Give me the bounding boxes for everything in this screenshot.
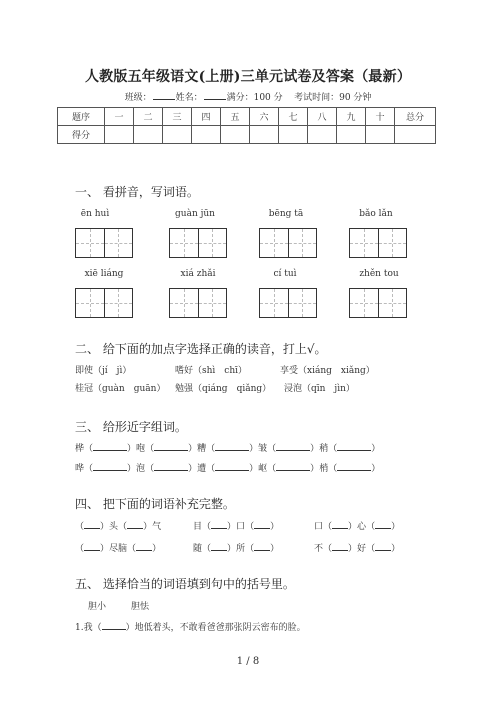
header-cell: 十 [366, 108, 395, 126]
reading-choice: 浸泡（qīn jìn） [284, 384, 355, 394]
answer-blank[interactable] [84, 519, 100, 529]
answer-blank[interactable] [154, 461, 188, 471]
page-title: 人教版五年级语文(上册)三单元试卷及答案（最新） [84, 69, 412, 85]
writing-grid[interactable] [259, 228, 317, 258]
score-table-header [58, 108, 436, 126]
writing-grid[interactable] [75, 228, 133, 258]
pinyin-label: zhěn tou [359, 269, 399, 279]
answer-blank[interactable] [211, 541, 227, 551]
score-table [57, 107, 436, 144]
score-cell[interactable] [366, 126, 395, 144]
answer-blank[interactable] [154, 441, 188, 451]
full-score: 满分：100 分 [226, 93, 283, 103]
section-5-title: 五、 选择恰当的词语填到句中的括号里。 [75, 577, 295, 591]
score-cell[interactable] [337, 126, 366, 144]
idiom-fill: 不（ ）好（ ） [314, 541, 400, 554]
word-group-line: 桦（ ）咆（ ）糟（ ）皱（ ）稍（ ） [75, 441, 380, 454]
header-cell: 三 [163, 108, 192, 126]
idiom-fill: 随（ ）所（ ） [193, 541, 279, 554]
writing-grid[interactable] [349, 288, 407, 318]
header-cell: 四 [192, 108, 221, 126]
score-cell[interactable] [221, 126, 250, 144]
reading-choice: 嗜好（shì chī） [175, 366, 248, 376]
writing-grid[interactable] [259, 288, 317, 318]
word-group-line: 哗（ ）泡（ ）遭（ ）岖（ ）梢（ ） [75, 461, 380, 474]
score-cell[interactable] [192, 126, 221, 144]
page-number: 1 / 8 [236, 656, 260, 667]
header-cell: 一 [105, 108, 134, 126]
answer-blank[interactable] [211, 519, 227, 529]
answer-blank[interactable] [136, 541, 152, 551]
pinyin-label: xiá zhǎi [180, 269, 216, 279]
answer-blank[interactable] [254, 519, 270, 529]
similar-char: 泡 [136, 464, 146, 474]
answer-blank[interactable] [215, 441, 249, 451]
similar-char: 梢 [319, 464, 329, 474]
answer-blank[interactable] [93, 441, 127, 451]
header-cell: 五 [221, 108, 250, 126]
score-cell[interactable] [395, 126, 436, 144]
header-cell: 总分 [395, 108, 436, 126]
reading-choice: 即使（jí jì） [75, 366, 132, 376]
name-label: 姓名： [175, 93, 203, 103]
word-choice: 胆怯 [131, 602, 150, 612]
header-cell: 九 [337, 108, 366, 126]
idiom-fill: （ ）尽脑（ ） [75, 541, 161, 554]
section-1-title: 一、 看拼音，写词语。 [75, 185, 199, 199]
idiom-fill: 口（ ）心（ ） [314, 519, 400, 532]
score-cell[interactable] [250, 126, 279, 144]
class-blank[interactable] [153, 91, 175, 100]
similar-char: 哗 [75, 464, 85, 474]
pinyin-label: ēn huì [80, 209, 110, 219]
answer-blank[interactable] [93, 461, 127, 471]
idiom-fill: 目（ ）口（ ） [193, 519, 279, 532]
writing-grid[interactable] [169, 228, 227, 258]
similar-char: 糟 [197, 444, 207, 454]
pinyin-label: guàn jūn [175, 209, 215, 219]
class-label: 班级： [124, 93, 152, 103]
answer-blank[interactable] [375, 519, 391, 529]
answer-blank[interactable] [332, 519, 348, 529]
writing-grid[interactable] [75, 288, 133, 318]
answer-blank[interactable] [215, 461, 249, 471]
reading-choice: 桂冠（guàn guān） [75, 384, 166, 394]
score-cell[interactable] [134, 126, 163, 144]
writing-grid[interactable] [349, 228, 407, 258]
reading-choice: 享受（xiáng xiǎng） [280, 366, 375, 376]
answer-blank[interactable] [254, 541, 270, 551]
pinyin-label: cí tuì [273, 269, 297, 279]
score-cell[interactable] [308, 126, 337, 144]
idiom-fill: （ ）头（ ）气 [75, 519, 161, 532]
score-table-row [58, 126, 436, 144]
answer-blank[interactable] [332, 541, 348, 551]
answer-blank[interactable] [375, 541, 391, 551]
pinyin-label: bēng tā [268, 209, 304, 219]
pinyin-label: xiē liáng [84, 269, 124, 279]
section-3-title: 三、 给形近字组词。 [75, 420, 187, 434]
answer-blank[interactable] [84, 541, 100, 551]
exam-info [0, 90, 496, 103]
header-cell: 八 [308, 108, 337, 126]
similar-char: 遭 [197, 464, 207, 474]
header-cell: 七 [279, 108, 308, 126]
writing-grid[interactable] [169, 288, 227, 318]
score-cell[interactable] [105, 126, 134, 144]
answer-blank[interactable] [276, 461, 310, 471]
header-cell: 题序 [58, 108, 105, 126]
answer-blank[interactable] [337, 441, 371, 451]
question-1: 1.我（ ）地低着头，不敢看爸爸那张阴云密布的脸。 [75, 620, 306, 633]
header-cell: 六 [250, 108, 279, 126]
score-cell[interactable] [279, 126, 308, 144]
section-2-title: 二、 给下面的加点字选择正确的读音，打上√。 [75, 342, 327, 356]
score-cell[interactable] [163, 126, 192, 144]
row-label: 得分 [58, 126, 105, 144]
similar-char: 咆 [136, 444, 146, 454]
similar-char: 稍 [319, 444, 329, 454]
word-choice: 胆小 [88, 602, 107, 612]
section-4-title: 四、 把下面的词语补充完整。 [75, 497, 235, 511]
similar-char: 岖 [258, 464, 268, 474]
similar-char: 皱 [258, 444, 268, 454]
similar-char: 桦 [75, 444, 85, 454]
exam-time: 考试时间：90 分钟 [294, 93, 372, 103]
pinyin-label: bǎo lǎn [359, 209, 393, 219]
answer-blank[interactable] [276, 441, 310, 451]
answer-blank[interactable] [337, 461, 371, 471]
answer-blank[interactable] [102, 620, 126, 630]
name-blank[interactable] [204, 91, 226, 100]
header-cell: 二 [134, 108, 163, 126]
answer-blank[interactable] [127, 519, 143, 529]
reading-choice: 勉强（qiáng qiǎng） [175, 384, 272, 394]
